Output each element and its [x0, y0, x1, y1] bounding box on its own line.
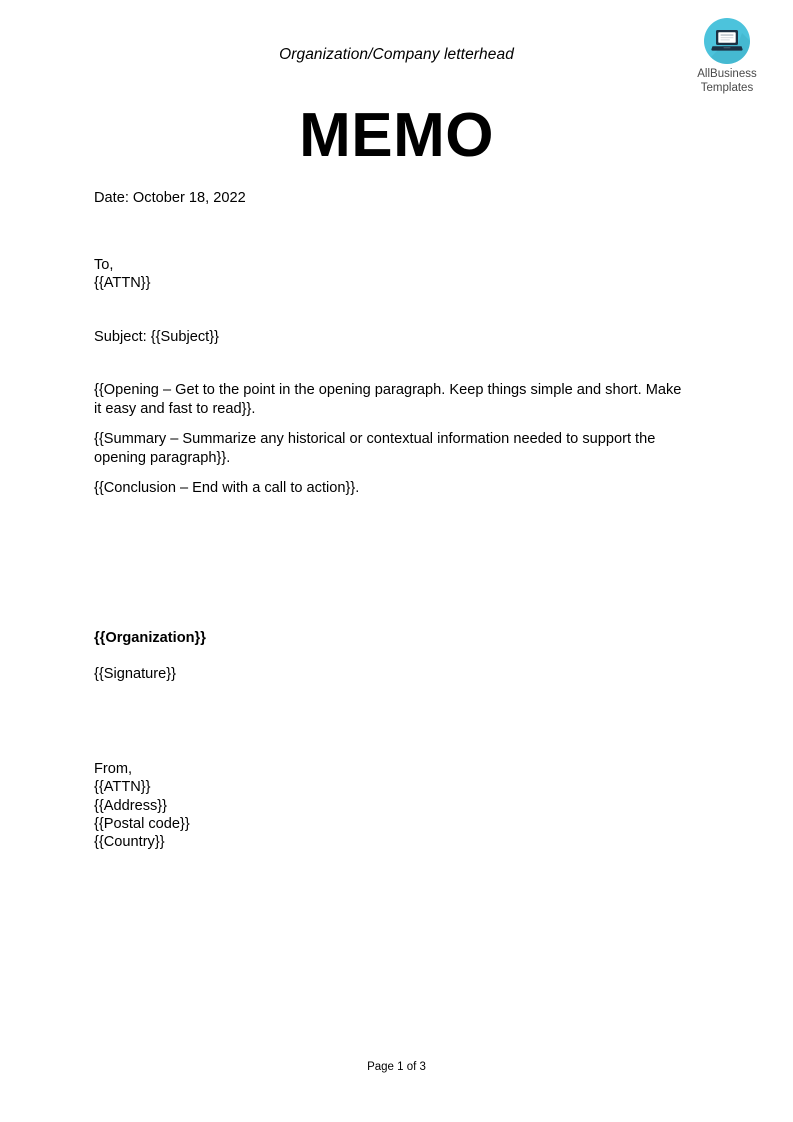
page-title: MEMO — [299, 101, 494, 170]
paragraph-opening: {{Opening – Get to the point in the opening paragraph. Keep things simple and short. Make it easy and fast to read}}. — [94, 382, 682, 417]
signature-block — [94, 665, 684, 683]
from-address: {{Address}} — [94, 797, 168, 814]
date-block — [94, 189, 684, 207]
organization-line: {{Organization}} — [94, 630, 206, 646]
to-label: To, — [94, 257, 114, 273]
paragraph-conclusion: {{Conclusion – End with a call to action}}. — [94, 480, 360, 496]
logo-text-line2: Templates — [700, 81, 754, 94]
logo-circle — [704, 18, 750, 64]
date-line: Date: October 18, 2022 — [94, 190, 246, 206]
signature-line: {{Signature}} — [94, 666, 176, 682]
paragraph-summary-block — [94, 430, 684, 468]
logo-text-line1: AllBusiness — [697, 68, 757, 80]
from-postal-code: {{Postal code}} — [94, 815, 190, 832]
from-label: From, — [94, 761, 133, 777]
laptop-icon — [711, 28, 743, 54]
page-footer: Page 1 of 3 — [367, 1061, 426, 1073]
to-value: {{ATTN}} — [94, 275, 151, 292]
subject-line: Subject: {{Subject}} — [94, 329, 219, 345]
paragraph-opening-block — [94, 381, 684, 419]
recipient-block — [94, 256, 684, 293]
sender-block — [94, 760, 684, 851]
organization-block — [94, 629, 684, 647]
paragraph-conclusion-block — [94, 479, 684, 498]
subject-block — [94, 328, 684, 346]
from-country: {{Country}} — [94, 834, 165, 851]
from-attn: {{ATTN}} — [94, 779, 151, 796]
letterhead-text: Organization/Company letterhead — [279, 46, 514, 63]
allbusiness-templates-logo — [686, 18, 768, 95]
paragraph-summary: {{Summary – Summarize any historical or contextual information needed to support the opening paragraph}}. — [94, 431, 656, 466]
logo-text — [686, 68, 768, 95]
